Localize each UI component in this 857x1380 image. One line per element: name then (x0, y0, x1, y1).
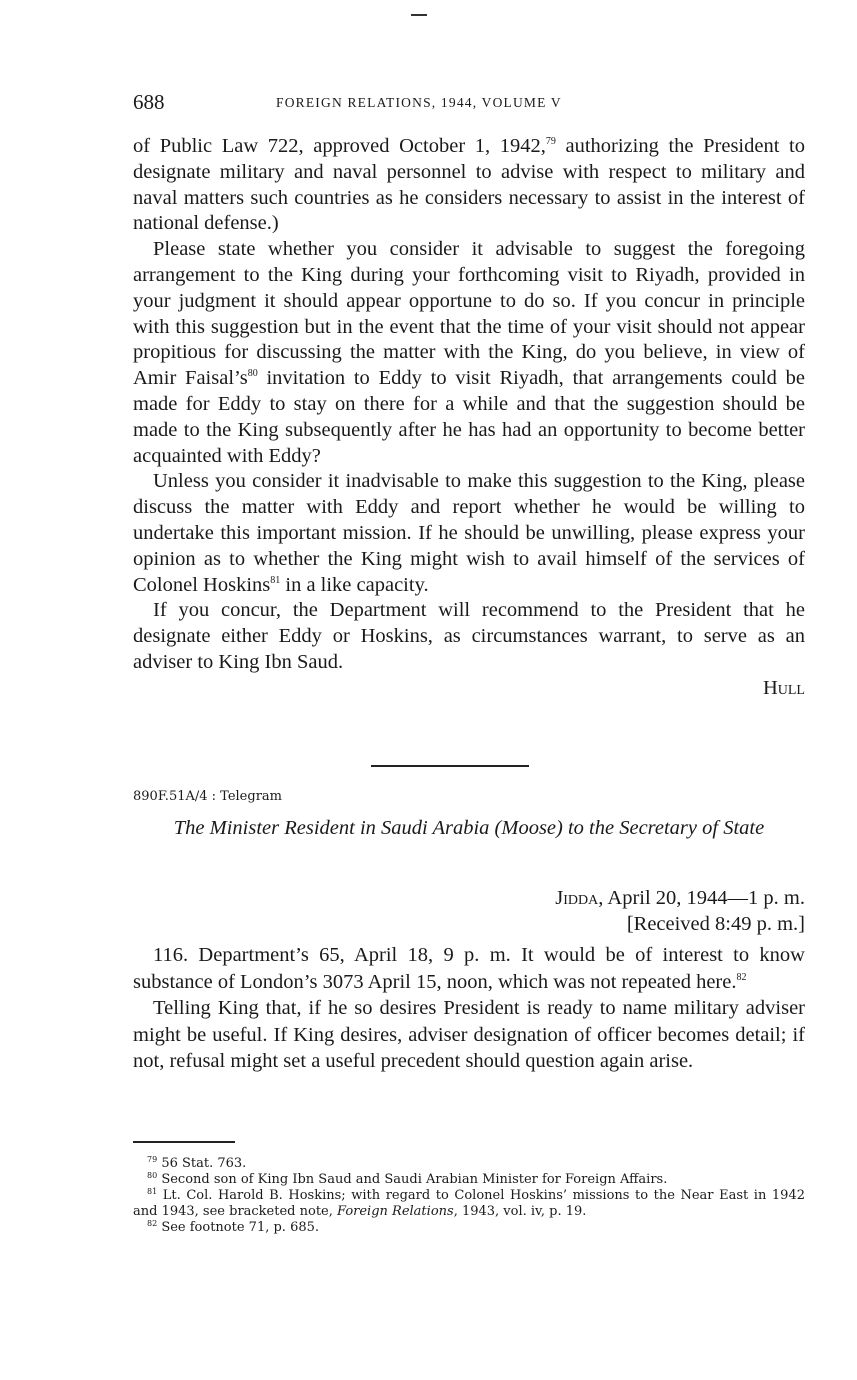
footnote-divider (133, 1141, 235, 1143)
paragraph-2-text-a: Please state whether you consider it advisable to suggest the foregoing arrangement to the King during your forthcoming visit to Riyadh, provided in your judgment it should appear opportune to do so. If you concur in principle with this suggestion but in the event that the time of your visit should not appear propitious for discussing the matter with the King, do you believe, in view of Amir Faisal’s (133, 238, 805, 390)
paragraph-3 (133, 469, 805, 598)
telegram-paragraph-1-text: 116. Department’s 65, April 18, 9 p. m. It would be of interest to know substance of London’s 3073 April 15, noon, which was not repeated here. (133, 944, 805, 993)
received-line: [Received 8:49 p. m.] (626, 913, 805, 935)
paragraph-2 (133, 237, 805, 469)
footnote-ref-81: 81 (270, 574, 281, 586)
footnote-italic-title: Foreign Relations (337, 1204, 454, 1219)
paragraph-2-text-b: invitation to Eddy to visit Riyadh, that arrangements could be made for Eddy to stay on there for a while and that the suggestion should be made to the King subsequently after he has had an opportunity to become better acquainted with Eddy? (133, 367, 805, 467)
date-line (555, 885, 805, 911)
footnote-mark: 82 (147, 1219, 158, 1228)
date-text: , April 20, 1944—1 p. m. (598, 887, 805, 909)
place-name: Jidda (555, 887, 599, 909)
footnote-80 (133, 1172, 805, 1188)
footnote-ref-79: 79 (545, 136, 556, 147)
footnote-mark: 79 (147, 1155, 158, 1164)
section-divider (371, 765, 529, 767)
document-title: The Minister Resident in Saudi Arabia (Moose) to the Secretary of State (173, 817, 765, 839)
footnotes (133, 1156, 805, 1236)
top-dash (411, 14, 427, 16)
paragraph-3-text-b: in a like capacity. (280, 573, 429, 596)
footnote-82 (133, 1220, 805, 1236)
footnote-79 (133, 1156, 805, 1172)
signature: Hull (762, 676, 805, 699)
paragraph-1 (133, 134, 805, 237)
paragraph-1-text-a: of Public Law 722, approved October 1, 1942, (133, 135, 546, 157)
footnote-text-end: , 1943, vol. iv, p. 19. (453, 1204, 587, 1219)
file-reference: 890F.51A/4 : Telegram (133, 789, 282, 804)
running-title: FOREIGN RELATIONS, 1944, VOLUME V (276, 95, 562, 110)
page-number: 688 (133, 90, 165, 114)
running-head (133, 90, 805, 120)
footnote-mark: 81 (147, 1187, 158, 1196)
telegram-paragraph-2: Telling King that, if he so desires President is ready to name military adviser might be useful. If King desires, adviser designation of officer becomes detail; if not, refusal might set a useful precedent should question again arise. (133, 997, 805, 1072)
footnote-text: See footnote 71, p. 685. (157, 1220, 320, 1235)
footnote-text: 56 Stat. 763. (157, 1156, 247, 1171)
letter-body (133, 134, 805, 702)
paragraph-3-text-a: Unless you consider it inadvisable to make this suggestion to the King, please discuss the matter with Eddy and report whether he would be willing to undertake this important mission. If he should be unwilling, please express your opinion as to whether the King might wish to avail himself of the services of Colonel Hoskins (133, 470, 805, 596)
footnote-text: Lt. Col. Harold B. Hoskins; with regard to Colonel Hoskins’ missions to the Near East in 1942 and 1943, see bracketed note, (133, 1188, 805, 1219)
footnote-81 (133, 1188, 805, 1220)
dateline (555, 885, 805, 937)
paragraph-1-text-b: authorizing the President to designate military and naval personnel to advise with respect to military and naval matters such countries as he considers necessary to assist in the interest of national defense.) (133, 135, 805, 235)
footnote-ref-80: 80 (247, 368, 258, 380)
footnote-text: Second son of King Ibn Saud and Saudi Arabian Minister for Foreign Affairs. (157, 1172, 668, 1187)
footnote-mark: 80 (147, 1171, 158, 1180)
footnote-ref-82: 82 (736, 971, 747, 983)
telegram-body (133, 942, 805, 1075)
telegram-paragraph-1 (133, 942, 805, 995)
paragraph-4: If you concur, the Department will recommend to the President that he designate either Eddy or Hoskins, as circumstances warrant, to serve as an adviser to King Ibn Saud. (133, 599, 805, 673)
